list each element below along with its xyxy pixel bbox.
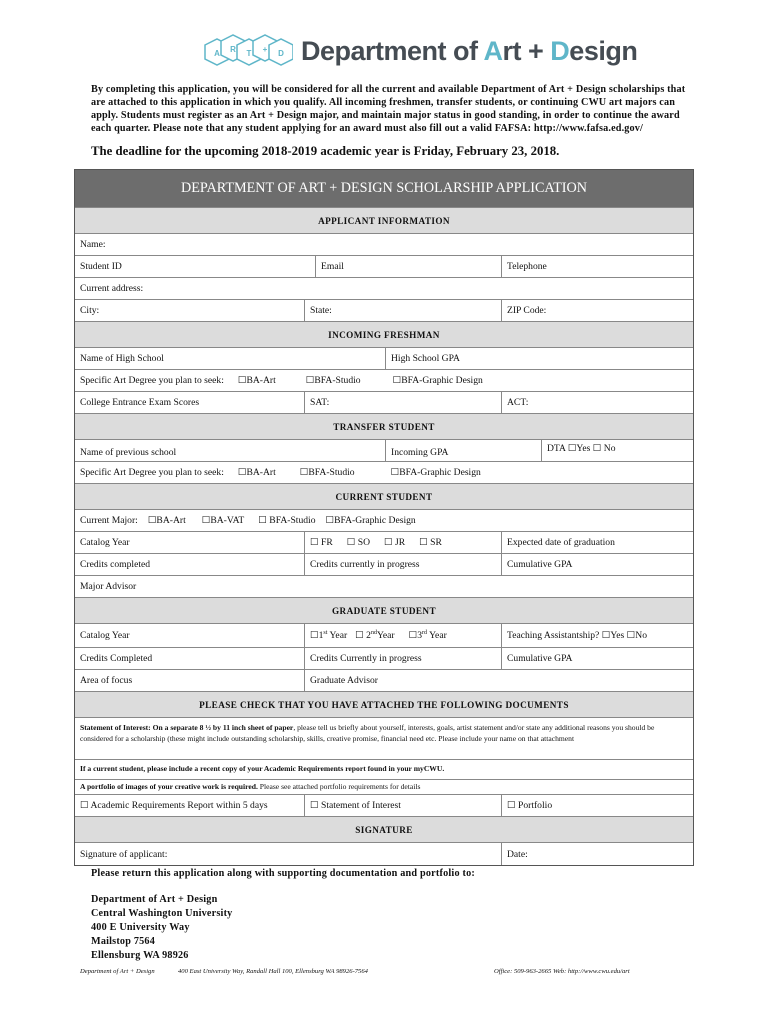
current-credits-progress-field[interactable]: Credits currently in progress bbox=[304, 554, 501, 575]
address-line: Ellensburg WA 98926 bbox=[91, 950, 189, 961]
section-incoming-freshman: INCOMING FRESHMAN bbox=[75, 322, 693, 347]
student-id-field[interactable]: Student ID bbox=[80, 261, 122, 272]
section-attached-documents: PLEASE CHECK THAT YOU HAVE ATTACHED THE FOLLOWING DOCUMENTS bbox=[75, 692, 693, 717]
current-major-label: Current Major: bbox=[80, 515, 138, 526]
logo-letter-t: T bbox=[246, 49, 252, 58]
class-fr-checkbox[interactable]: ☐ FR bbox=[310, 537, 333, 548]
transfer-ba-art-checkbox[interactable]: ☐BA-Art bbox=[237, 467, 276, 478]
state-field[interactable]: State: bbox=[304, 300, 501, 321]
deadline-notice: The deadline for the upcoming 2018-2019 academic year is Friday, February 23, 2018. bbox=[91, 144, 560, 158]
email-field[interactable]: Email bbox=[315, 256, 501, 277]
logo-wordmark: Department of Art + Design bbox=[301, 35, 638, 66]
section-graduate-student: GRADUATE STUDENT bbox=[75, 598, 693, 623]
footer-contact: Office: 509-963-2665 Web: http://www.cwu.edu/art bbox=[494, 968, 630, 975]
current-credits-completed-field[interactable]: Credits completed bbox=[80, 559, 151, 570]
name-field[interactable]: Name: bbox=[80, 239, 106, 250]
graduate-advisor-field[interactable]: Graduate Advisor bbox=[304, 670, 693, 691]
high-school-gpa-field[interactable]: High School GPA bbox=[385, 348, 693, 369]
year-3-checkbox[interactable]: ☐3rd Year bbox=[408, 629, 447, 642]
academic-report-checkbox[interactable]: ☐ Academic Requirements Report within 5 days bbox=[80, 800, 268, 811]
statement-of-interest-instructions: Statement of Interest: On a separate 8 ½ by 11 inch sheet of paper, please tell us briefly about yourself, interests, goals, artist statement and/or state any additional reasons you should be considered for a scholarship (these might include outstanding scholarship, skills, creative promise, financial need etc. Please include your name on that attachment bbox=[80, 723, 655, 743]
previous-school-field[interactable]: Name of previous school bbox=[80, 447, 177, 458]
graduate-cumulative-gpa-field[interactable]: Cumulative GPA bbox=[501, 648, 693, 669]
class-so-checkbox[interactable]: ☐ SO bbox=[346, 537, 370, 548]
statement-of-interest-checkbox[interactable]: ☐ Statement of Interest bbox=[304, 795, 501, 816]
freshman-bfa-graphic-checkbox[interactable]: ☐BFA-Graphic Design bbox=[392, 375, 483, 386]
graduate-credits-completed-field[interactable]: Credits Completed bbox=[80, 653, 153, 664]
address-line: 400 E University Way bbox=[91, 922, 190, 933]
class-sr-checkbox[interactable]: ☐ SR bbox=[419, 537, 442, 548]
transfer-bfa-graphic-checkbox[interactable]: ☐BFA-Graphic Design bbox=[390, 467, 481, 478]
sat-field[interactable]: SAT: bbox=[304, 392, 501, 413]
year-1-checkbox[interactable]: ☐1st Year bbox=[310, 629, 348, 642]
zip-code-field[interactable]: ZIP Code: bbox=[501, 300, 693, 321]
applicant-signature-field[interactable]: Signature of applicant: bbox=[80, 848, 168, 860]
form-title: DEPARTMENT OF ART + DESIGN SCHOLARSHIP APPLICATION bbox=[75, 170, 693, 207]
current-bfa-graphic-checkbox[interactable]: ☐BFA-Graphic Design bbox=[325, 515, 416, 526]
current-address-field[interactable]: Current address: bbox=[80, 283, 144, 294]
footer-department: Department of Art + Design bbox=[80, 968, 155, 975]
intro-paragraph: By completing this application, you will be considered for all the current and available Department of Art + Design scholarships that are attached to this application in which you qualify. All incoming freshmen, transfer students, or continuing CWU art majors can apply. Students must register as an Art + Design major, and maintain major status in good standing, in order to continue the award each quarter. Please note that any student applying for an award must also fill out a valid FAFSA: http://www.fafsa.ed.gov/ bbox=[91, 84, 686, 134]
act-field[interactable]: ACT: bbox=[501, 392, 693, 413]
teaching-assistantship-checkboxes[interactable]: Teaching Assistantship? ☐Yes ☐No bbox=[501, 624, 693, 647]
high-school-name-field[interactable]: Name of High School bbox=[80, 353, 164, 364]
current-ba-vat-checkbox[interactable]: ☐BA-VAT bbox=[201, 515, 245, 526]
graduate-credits-progress-field[interactable]: Credits Currently in progress bbox=[304, 648, 501, 669]
logo-letter-plus: + bbox=[262, 45, 268, 54]
current-cumulative-gpa-field[interactable]: Cumulative GPA bbox=[501, 554, 693, 575]
freshman-bfa-studio-checkbox[interactable]: ☐BFA-Studio bbox=[305, 375, 361, 386]
address-line: Department of Art + Design bbox=[91, 894, 218, 905]
portfolio-instructions: A portfolio of images of your creative work is required. Please see attached portfolio requirements for details bbox=[80, 781, 421, 791]
incoming-gpa-field[interactable]: Incoming GPA bbox=[385, 440, 541, 461]
year-2-checkbox[interactable]: ☐ 2ndYear bbox=[355, 629, 395, 642]
transfer-bfa-studio-checkbox[interactable]: ☐BFA-Studio bbox=[299, 467, 355, 478]
logo-letter-d: D bbox=[278, 49, 284, 58]
graduate-catalog-year-field[interactable]: Catalog Year bbox=[80, 630, 130, 641]
graduation-date-field[interactable]: Expected date of graduation bbox=[501, 532, 693, 553]
footer-address: 400 East University Way, Randall Hall 100, Ellensburg WA 98926-7564 bbox=[178, 968, 368, 975]
section-transfer-student: TRANSFER STUDENT bbox=[75, 414, 693, 439]
mailing-address bbox=[91, 893, 232, 963]
section-signature: SIGNATURE bbox=[75, 817, 693, 842]
section-current-student: CURRENT STUDENT bbox=[75, 484, 693, 509]
section-applicant-information: APPLICANT INFORMATION bbox=[75, 208, 693, 233]
telephone-field[interactable]: Telephone bbox=[501, 256, 693, 277]
current-catalog-year-field[interactable]: Catalog Year bbox=[80, 537, 130, 548]
logo-letter-r: R bbox=[230, 45, 236, 54]
department-logo bbox=[203, 33, 637, 69]
art-design-cubes-icon bbox=[203, 33, 293, 69]
class-jr-checkbox[interactable]: ☐ JR bbox=[384, 537, 406, 548]
return-instructions: Please return this application along with supporting documentation and portfolio to: bbox=[91, 868, 475, 879]
address-line: Mailstop 7564 bbox=[91, 936, 156, 947]
scholarship-form bbox=[74, 169, 694, 866]
freshman-degree-label: Specific Art Degree you plan to seek: bbox=[80, 375, 224, 386]
signature-date-field[interactable]: Date: bbox=[501, 843, 693, 865]
dta-checkbox-group[interactable]: DTA ☐Yes ☐ No bbox=[541, 440, 693, 461]
academic-report-instructions: If a current student, please include a recent copy of your Academic Requirements report found in your myCWU. bbox=[80, 764, 445, 773]
major-advisor-field[interactable]: Major Advisor bbox=[80, 581, 137, 592]
portfolio-checkbox[interactable]: ☐ Portfolio bbox=[501, 795, 693, 816]
area-of-focus-field[interactable]: Area of focus bbox=[80, 675, 133, 686]
logo-letter-a: A bbox=[214, 49, 220, 58]
current-ba-art-checkbox[interactable]: ☐BA-Art bbox=[147, 515, 186, 526]
transfer-degree-label: Specific Art Degree you plan to seek: bbox=[80, 467, 224, 478]
city-field[interactable]: City: bbox=[80, 305, 100, 316]
current-bfa-studio-checkbox[interactable]: ☐ BFA-Studio bbox=[258, 515, 316, 526]
address-line: Central Washington University bbox=[91, 908, 233, 919]
exam-scores-label: College Entrance Exam Scores bbox=[80, 397, 200, 408]
freshman-ba-art-checkbox[interactable]: ☐BA-Art bbox=[237, 375, 276, 386]
